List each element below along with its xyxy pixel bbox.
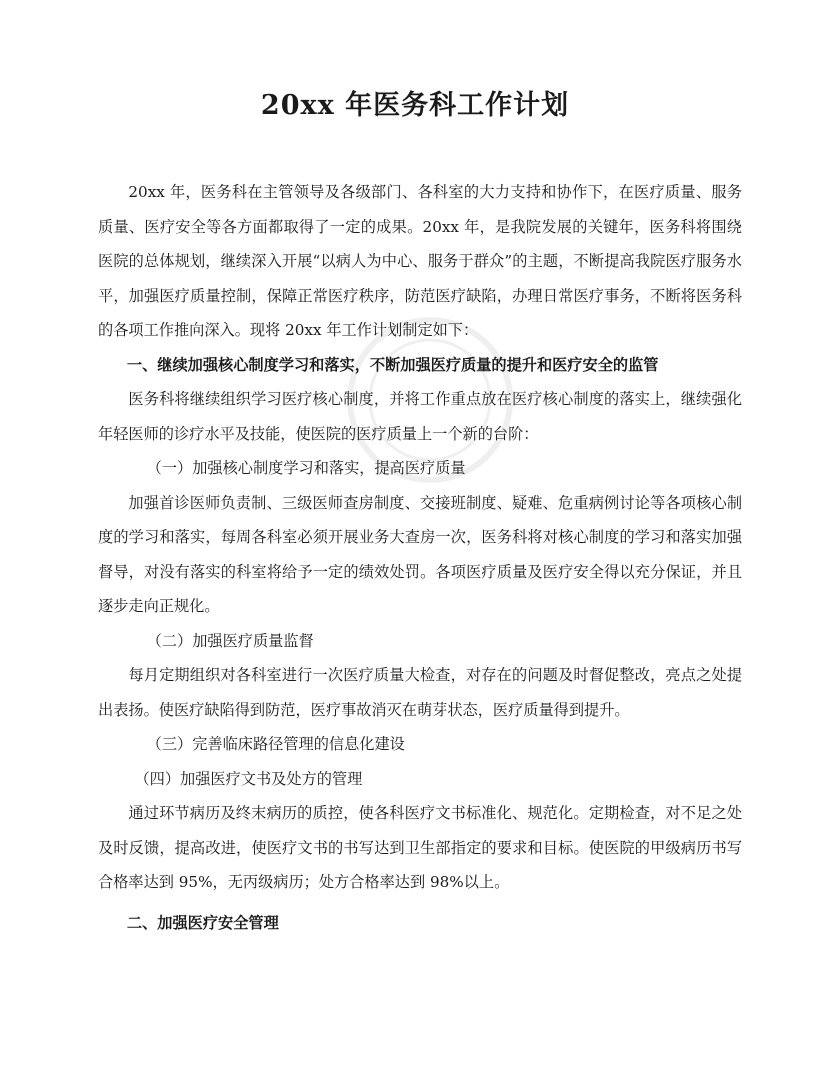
sub2-heading: （二）加强医疗质量监督 — [146, 631, 314, 650]
sub4-heading: （四）加强医疗文书及处方的管理 — [134, 769, 363, 788]
section1-heading: 一、继续加强核心制度学习和落实，不断加强医疗质量的提升和医疗安全的监管 — [126, 355, 659, 374]
sub1-heading: （一）加强核心制度学习和落实，提高医疗质量 — [146, 459, 466, 477]
sub2-body: 每月定期组织对各科室进行一次医疗质量大检查，对存在的问题及时督促整改，亮点之处提出表扬。使医疗缺陷得到防范，医疗事故消灭在萌芽状态，医疗质量得到提升。 — [98, 666, 742, 719]
sub4-body: 通过环节病历及终末病历的质控，使各科医疗文书标准化、规范化。定期检查，对不足之处及时反馈，提高改进，使医疗文书的书写达到卫生部指定的要求和目标。使医院的甲级病历书写合格率达到 95%，无丙级病历；处方合格率达到 98%以上。 — [98, 804, 742, 891]
sub3-heading: （三）完善临床路径管理的信息化建设 — [146, 735, 405, 753]
sub1-body: 加强首诊医师负责制、三级医师查房制度、交接班制度、疑难、危重病例讨论等各项核心制度的学习和落实，每周各科室必须开展业务大查房一次，医务科将对核心制度的学习和落实加强督导，对没有落实的科室将给予一定的绩效处罚。各项医疗质量及医疗安全得以充分保证，并且逐步走向正规化。 — [98, 493, 742, 615]
section2-heading: 二、加强医疗安全管理 — [126, 913, 279, 932]
section1-body: 医务科将继续组织学习医疗核心制度，并将工作重点放在医疗核心制度的落实上，继续强化年轻医师的诊疗水平及技能，使医院的医疗质量上一个新的台阶： — [98, 390, 742, 443]
document-title: 20xx 年医务科工作计划 — [260, 90, 570, 121]
document-body — [98, 175, 742, 940]
intro-paragraph: 20xx 年，医务科在主管领导及各级部门、各科室的大力支持和协作下，在医疗质量、服务质量、医疗安全等各方面都取得了一定的成果。20xx 年，是我院发展的关键年，医务科将围绕医院的总体规划，继续深入开展“以病人为中心、服务于群众”的主题，不断提高我院医疗服务水平，加强医疗质量控制，保障正常医疗秩序，防范医疗缺陷，办理日常医疗事务，不断将医务科的各项工作推向深入。现将 20xx 年工作计划制定如下： — [98, 183, 742, 339]
